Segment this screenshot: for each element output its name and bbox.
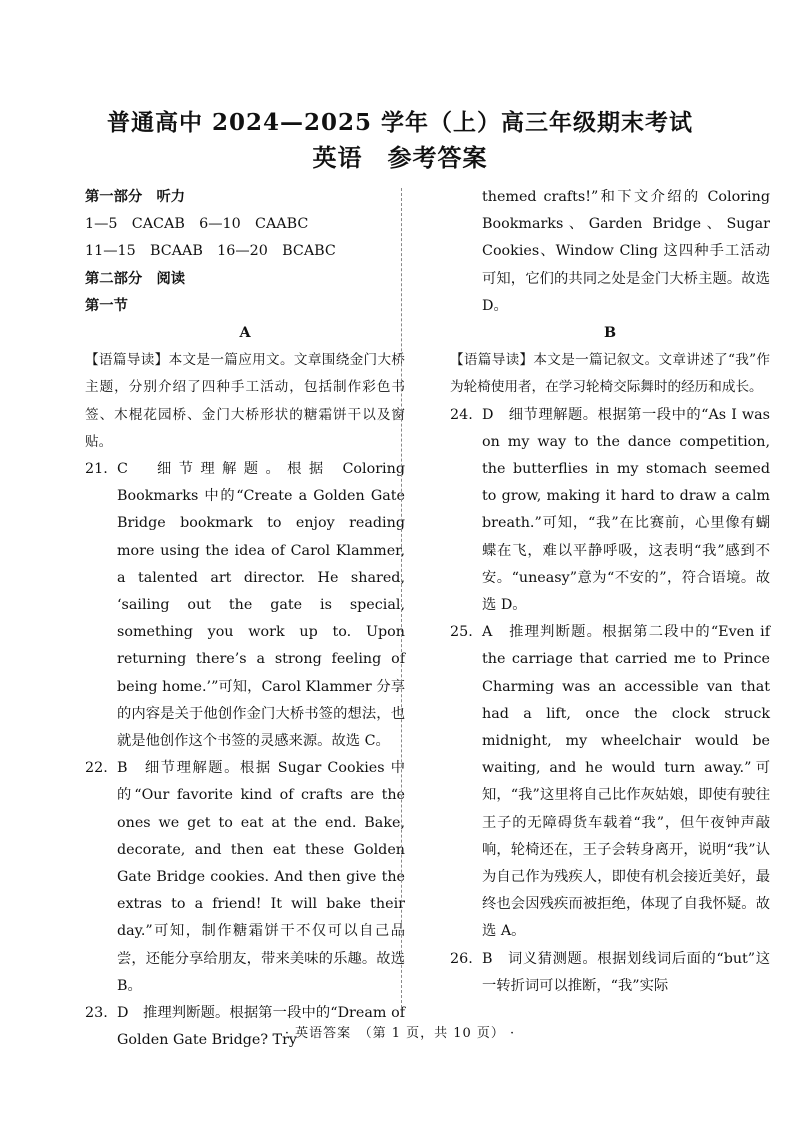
answer-number: 25. (450, 624, 473, 641)
part2-heading: 第二部分 阅读 (85, 270, 186, 287)
passage-b-heading: B (603, 325, 617, 342)
answer-25 (450, 619, 770, 945)
page-title: 普通高中 2024—2025 学年（上）高三年级期末考试 (106, 109, 694, 136)
column-divider (401, 188, 402, 1008)
answer-explanation: A 推理判断题。根据第二段中的“Even if the carriage that carried me to Prince Charming was an accessible van that had a lift, once the clock struck midnight, my wheelchair would be waiting, and he would turn away.”可知，“我”这里将自己比作灰姑娘，即使有驶往王子的无障碍货车载着“我”，但午夜钟声敲响，轮椅还在，王子会转身离开，说明“我”认为自己作为残疾人，即使有机会接近美好，最终也会因残疾而被拒绝，体现了自我怀疑。故选 A。 (482, 624, 770, 940)
answer-23-continued: themed crafts!”和下文介绍的 Coloring Bookmarks、Garden Bridge、Sugar Cookies、Window Cling 这四种手工活动可知，它们的共同之处是金门大桥主题。故选 D。 (482, 189, 770, 314)
answer-21 (85, 456, 405, 755)
answer-explanation: B 词义猜测题。根据划线词后面的“but”这一转折词可以推断，“我”实际 (482, 950, 770, 994)
answer-26 (450, 946, 770, 1000)
answer-number: 22. (85, 760, 108, 777)
right-column (450, 184, 770, 1000)
answer-explanation: D 细节理解题。根据第一段中的“As I was on my way to the dance competition, the butterflies in my stomach seemed to grow, making it hard to draw a calm breath.”可知，“我”在比赛前，心里像有蝴蝶在飞，难以平静呼吸，这表明“我”感到不安。“uneasy”意为“不安的”，符合语境。故选 D。 (482, 406, 770, 614)
passage-a-heading: A (239, 325, 251, 342)
answer-22 (85, 755, 405, 1000)
answer-24 (450, 402, 770, 620)
answer-number: 26. (450, 950, 473, 967)
part1-heading: 第一部分 听力 (85, 189, 186, 205)
answer-number: 23. (85, 1005, 108, 1022)
answer-explanation: C 细节理解题。根据 Coloring Bookmarks 中的“Create a Golden Gate Bridge bookmark to enjoy reading more using the idea of Carol Klammer, a talented art director. He shared, ‘sailing out the gate is special, something you work up to. Upon returning there’s a strong feeling of being home.’”可知，Carol Klammer 分享的内容是关于他创作金门大桥书签的想法，也就是他创作这个书签的灵感来源。故选 C。 (117, 461, 405, 750)
listening-answers-2: 11—15 BCAAB 16—20 BCABC (85, 243, 336, 260)
passage-b-intro: 【语篇导读】本文是一篇记叙文。文章讲述了“我”作为轮椅使用者，在学习轮椅交际舞时的经历和成长。 (450, 352, 770, 396)
page-footer: · 英语答案 （第 1 页，共 10 页） · (284, 1026, 516, 1041)
answer-number: 21. (85, 461, 108, 478)
section1-heading: 第一节 (85, 297, 128, 314)
answer-number: 24. (450, 406, 473, 423)
passage-a-intro: 【语篇导读】本文是一篇应用文。文章围绕金门大桥主题，分别介绍了四种手工活动，包括制作彩色书签、木棍花园桥、金门大桥形状的糖霜饼干以及窗贴。 (85, 352, 405, 450)
listening-answers-1: 1—5 CACAB 6—10 CAABC (85, 216, 309, 233)
answer-explanation: D 推理判断题。根据第一段中的“Dream of Golden Gate Bridge? Try (117, 1005, 405, 1049)
left-column (85, 184, 405, 1055)
answer-explanation: B 细节理解题。根据 Sugar Cookies 中的“Our favorite kind of crafts are the ones we get to eat at the end. Bake, decorate, and then eat these Golden Gate Bridge cookies. And then give the extras to a friend! It will bake their day.”可知，制作糖霜饼干不仅可以自己品尝，还能分享给朋友，带来美味的乐趣。故选 B。 (117, 760, 405, 994)
page-subtitle: 英语 参考答案 (312, 143, 488, 172)
